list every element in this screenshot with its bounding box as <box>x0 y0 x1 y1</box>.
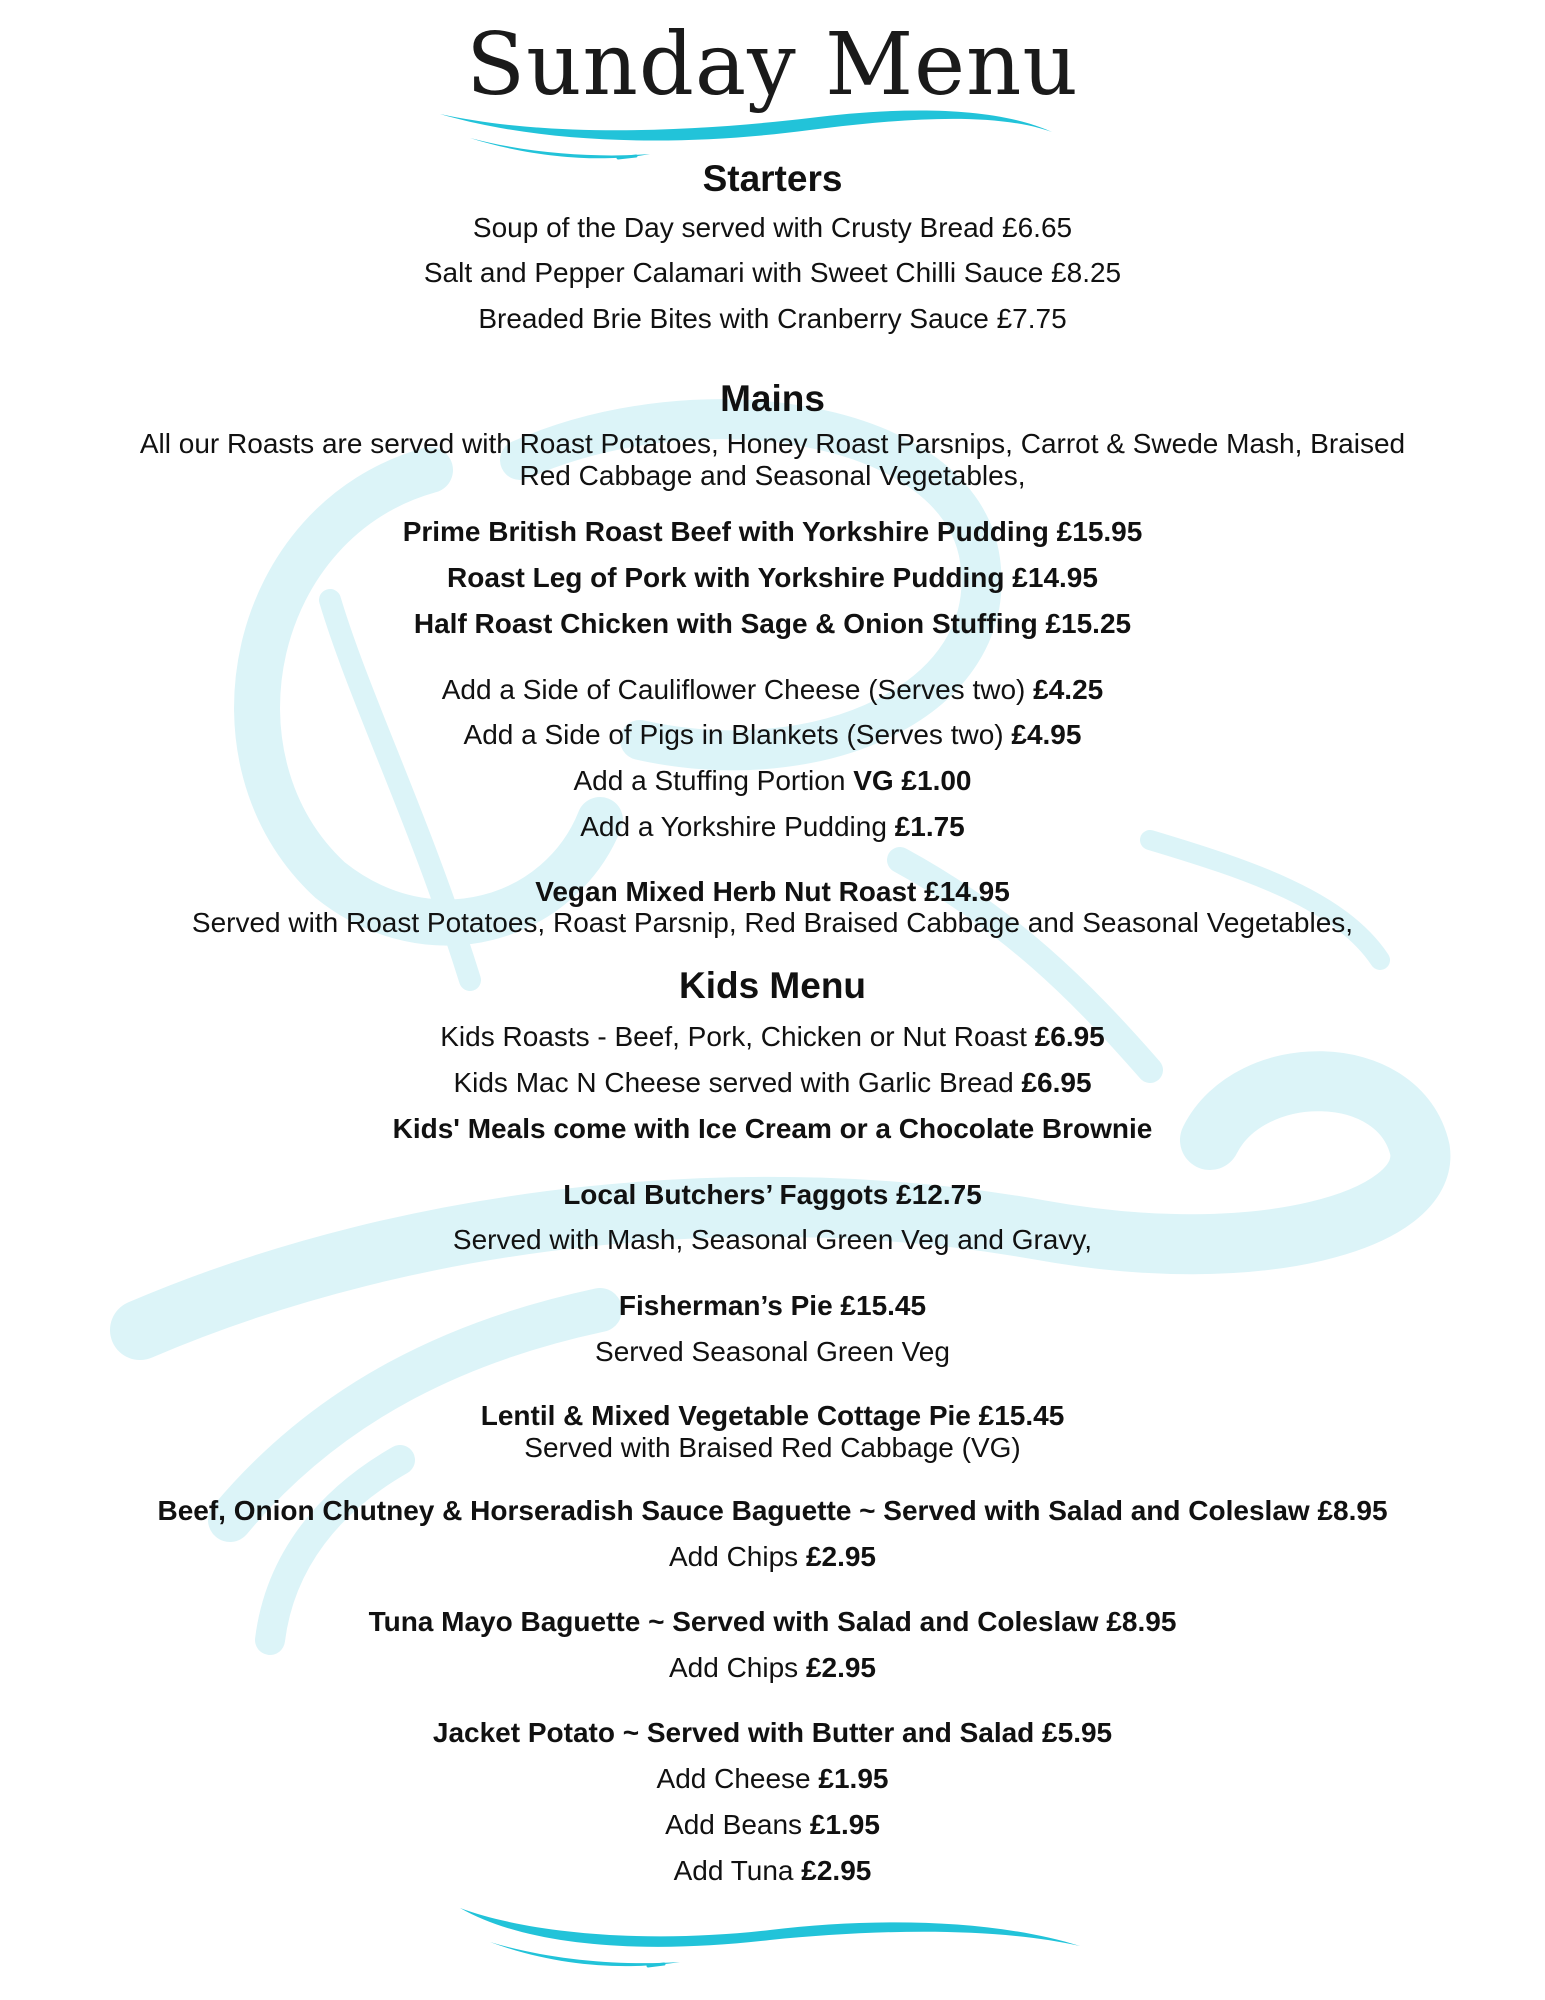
swoosh-main-stroke <box>460 1908 1080 1947</box>
addon-price: £2.95 <box>805 1652 877 1683</box>
side-item <box>0 674 1545 706</box>
addon-price: £1.95 <box>818 1763 889 1794</box>
kids-note: Kids' Meals come with Ice Cream or a Chocolate Brownie <box>392 1113 1153 1144</box>
kids-item-text: Kids Roasts - Beef, Pork, Chicken or Nut Roast <box>440 1021 1027 1052</box>
side-item <box>0 719 1545 751</box>
footer-swoosh <box>450 1900 1090 1980</box>
side-item <box>0 765 1545 797</box>
dish-title-cottage: Lentil & Mixed Vegetable Cottage Pie £15.45 <box>480 1400 1065 1431</box>
vegan-description: Served with Roast Potatoes, Roast Parsnip, Red Braised Cabbage and Seasonal Vegetables, <box>191 907 1354 938</box>
addon-item <box>0 1809 1545 1841</box>
addon-price: £2.95 <box>805 1541 877 1572</box>
kids-item-price: £6.95 <box>1034 1021 1105 1052</box>
menu-item: Prime British Roast Beef with Yorkshire Pudding £15.95 <box>402 516 1143 547</box>
kids-item <box>0 1067 1545 1099</box>
section-heading-kids: Kids Menu <box>678 965 867 1006</box>
addon-text: Add Beans <box>665 1809 803 1840</box>
menu-item: Half Roast Chicken with Sage & Onion Stuffing £15.25 <box>413 608 1132 639</box>
side-item-text: Add a Side of Pigs in Blankets (Serves two) <box>463 719 1004 750</box>
section-heading-mains: Mains <box>720 378 825 419</box>
menu-item: Breaded Brie Bites with Cranberry Sauce £7.75 <box>478 303 1067 334</box>
dish-desc-fisherman: Served Seasonal Green Veg <box>595 1336 950 1367</box>
side-item-text: Add a Yorkshire Pudding <box>580 811 887 842</box>
dish-tuna-baguette: Tuna Mayo Baguette ~ Served with Salad and Coleslaw £8.95 <box>368 1606 1177 1637</box>
dish-title-faggots: Local Butchers’ Faggots £12.75 <box>563 1179 982 1210</box>
section-heading-starters: Starters <box>702 158 843 199</box>
side-item <box>0 811 1545 843</box>
page-title: Sunday Menu <box>466 15 1079 115</box>
dish-jacket-potato: Jacket Potato ~ Served with Butter and Salad £5.95 <box>432 1717 1113 1748</box>
menu-item: Roast Leg of Pork with Yorkshire Pudding £14.95 <box>447 562 1098 593</box>
addon-text: Add Cheese <box>656 1763 811 1794</box>
addon-item <box>0 1541 1545 1573</box>
side-item-price: £4.25 <box>1033 674 1104 705</box>
dish-desc-cottage: Served with Braised Red Cabbage (VG) <box>524 1432 1021 1463</box>
dish-desc-faggots: Served with Mash, Seasonal Green Veg and Gravy, <box>452 1224 1093 1255</box>
vegan-title: Vegan Mixed Herb Nut Roast £14.95 <box>535 876 1010 907</box>
side-item-price: £1.75 <box>894 811 965 842</box>
addon-price: £1.95 <box>809 1809 880 1840</box>
side-item-text: Add a Side of Cauliflower Cheese (Serves two) <box>441 674 1026 705</box>
kids-item <box>0 1021 1545 1053</box>
mains-note: All our Roasts are served with Roast Potatoes, Honey Roast Parsnips, Carrot & Swede Mash, Braised Red Cabbage and Seasonal Vegetables, <box>139 428 1406 491</box>
swoosh-sub-stroke <box>470 138 650 158</box>
addon-text: Add Tuna <box>673 1855 794 1886</box>
dish-beef-baguette: Beef, Onion Chutney & Horseradish Sauce Baguette ~ Served with Salad and Coleslaw £8.95 <box>157 1495 1388 1526</box>
side-item-price: £4.95 <box>1011 719 1082 750</box>
side-item-text: Add a Stuffing Portion <box>573 765 846 796</box>
addon-text: Add Chips <box>668 1541 799 1572</box>
swoosh-dash <box>648 1964 664 1966</box>
addon-item <box>0 1855 1545 1887</box>
menu-item: Salt and Pepper Calamari with Sweet Chilli Sauce £8.25 <box>423 257 1122 288</box>
addon-text: Add Chips <box>668 1652 799 1683</box>
addon-item <box>0 1652 1545 1684</box>
dish-title-fisherman: Fisherman’s Pie £15.45 <box>618 1290 927 1321</box>
kids-item-price: £6.95 <box>1021 1067 1092 1098</box>
addon-item <box>0 1763 1545 1795</box>
addon-price: £2.95 <box>801 1855 872 1886</box>
menu-item: Soup of the Day served with Crusty Bread £6.65 <box>472 212 1073 243</box>
kids-item-text: Kids Mac N Cheese served with Garlic Bread <box>453 1067 1014 1098</box>
swoosh-main-stroke <box>440 110 1052 140</box>
side-item-price: VG £1.00 <box>853 765 972 796</box>
